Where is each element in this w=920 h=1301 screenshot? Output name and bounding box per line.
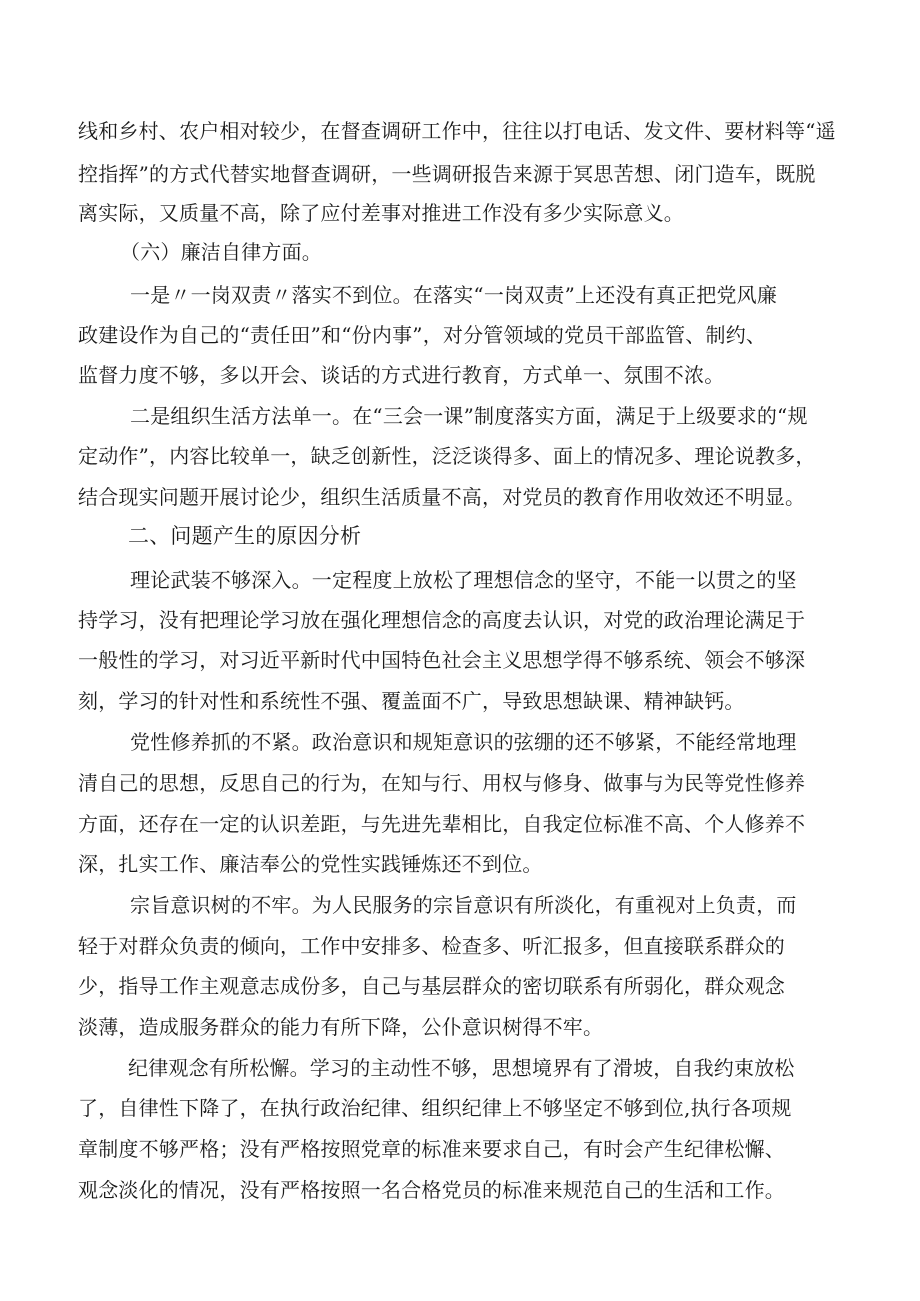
text-line: 方面，还存在一定的认识差距，与先进先辈相比，自我定位标准不高、个人修养不 <box>78 812 806 836</box>
subsection-heading: （六）廉洁自律方面。 <box>120 240 322 264</box>
text-line: 控指挥”的方式代替实地督查调研，一些调研报告来源于冥思苦想、闭门造车，既脱 <box>78 162 816 186</box>
text-line: 定动作”，内容比较单一，缺乏创新性，泛泛谈得多、面上的情况多、理论说教多， <box>78 444 816 468</box>
text-line: 一般性的学习，对习近平新时代中国特色社会主义思想学得不够系统、领会不够深 <box>78 648 806 672</box>
text-line: 线和乡村、农户相对较少，在督查调研工作中，往往以打电话、发文件、要材料等“遥 <box>78 119 836 143</box>
text-line: 深，扎实工作、廉洁奉公的党性实践锤炼还不到位。 <box>78 852 543 876</box>
text-line: 持学习，没有把理论学习放在强化理想信念的高度去认识，对党的政治理论满足于 <box>78 608 806 632</box>
text-line: 结合现实问题开展讨论少，组织生活质量不高，对党员的教育作用收效还不明显。 <box>78 485 806 509</box>
text-line: 了，自律性下降了，在执行政治纪律、组织纪律上不够坚定不够到位,执行各项规 <box>78 1096 792 1120</box>
text-line: 观念淡化的情况，没有严格按照一名合格党员的标准来规范自己的生活和工作。 <box>78 1178 785 1202</box>
text-line: 二是组织生活方法单一。在“三会一课”制度落实方面，满足于上级要求的“规 <box>130 404 808 428</box>
text-line: 理论武装不够深入。一定程度上放松了理想信念的坚守，不能一以贯之的坚 <box>130 568 797 592</box>
text-line: 刻，学习的针对性和系统性不强、覆盖面不广，导致思想缺课、精神缺钙。 <box>78 689 745 713</box>
text-line: 清自己的思想，反思自己的行为，在知与行、用权与修身、做事与为民等党性修养 <box>78 771 806 795</box>
text-line: 章制度不够严格；没有严格按照党章的标准来要求自己，有时会产生纪律松懈、 <box>78 1137 785 1161</box>
section-heading: 二、问题产生的原因分析 <box>128 524 362 548</box>
text-line: 纪律观念有所松懈。学习的主动性不够，思想境界有了滑坡，自我约束放松 <box>128 1056 795 1080</box>
text-line: 宗旨意识树的不牢。为人民服务的宗旨意识有所淡化，有重视对上负责，而 <box>130 893 797 917</box>
text-line: 离实际，又质量不高，除了应付差事对推进工作没有多少实际意义。 <box>78 201 684 225</box>
text-line: 一是〃一岗双责〃落实不到位。在落实“一岗双责”上还没有真正把党风廉 <box>130 283 778 307</box>
text-line: 少，指导工作主观意志成份多，自己与基层群众的密切联系有所弱化，群众观念 <box>78 974 785 998</box>
text-line: 监督力度不够，多以开会、谈话的方式进行教育，方式单一、氛围不浓。 <box>78 363 725 387</box>
text-line: 淡薄，造成服务群众的能力有所下降，公仆意识树得不牢。 <box>78 1015 604 1039</box>
text-line: 轻于对群众负责的倾向，工作中安排多、检查多、听汇报多，但直接联系群众的 <box>78 934 785 958</box>
text-line: 党性修养抓的不紧。政治意识和规矩意识的弦绷的还不够紧，不能经常地理 <box>130 730 797 754</box>
text-line: 政建设作为自己的“责任田”和“份内事”，对分管领域的党员干部监管、制约、 <box>78 323 767 347</box>
